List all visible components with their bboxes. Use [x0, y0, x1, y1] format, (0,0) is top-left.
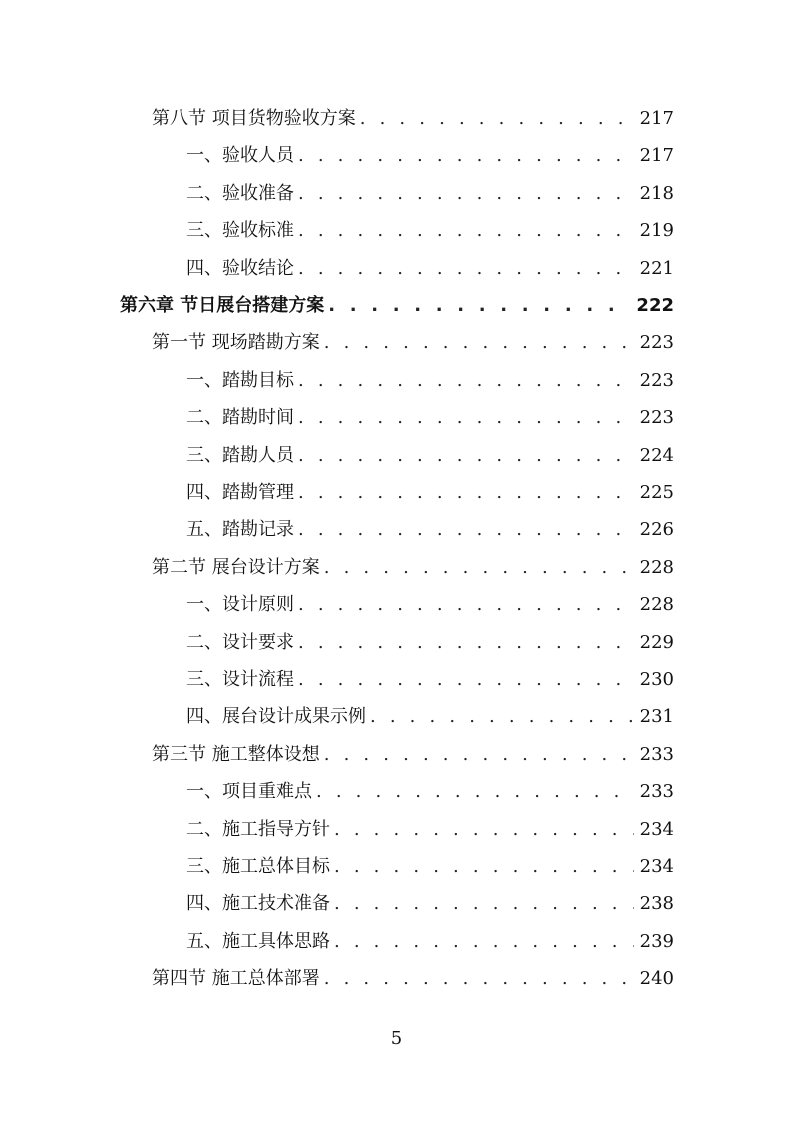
toc-dot-leader — [298, 590, 634, 620]
toc-dot-leader — [298, 403, 634, 433]
toc-dot-leader — [324, 740, 634, 770]
toc-entry[interactable] — [186, 665, 674, 695]
toc-entry-label: 三、验收标准 — [186, 220, 294, 242]
toc-entry-page: 240 — [639, 968, 674, 990]
toc-entry-page: 233 — [639, 743, 674, 765]
toc-entry-page: 234 — [639, 818, 674, 840]
toc-entry-page: 228 — [639, 556, 674, 578]
toc-entry-page: 226 — [639, 519, 674, 541]
toc-entry[interactable] — [186, 852, 674, 882]
toc-entry-label: 三、设计流程 — [186, 669, 294, 690]
toc-entry[interactable] — [186, 478, 674, 508]
toc-entry[interactable] — [186, 216, 674, 246]
toc-entry[interactable] — [186, 179, 674, 209]
toc-entry-page: 224 — [639, 444, 674, 466]
toc-entry-page: 223 — [639, 369, 674, 391]
toc-entry[interactable] — [186, 815, 674, 845]
toc-entry[interactable] — [186, 927, 674, 957]
toc-dot-leader — [298, 665, 634, 695]
toc-entry[interactable] — [186, 366, 674, 396]
toc-entry-label: 四、展台设计成果示例 — [186, 706, 366, 728]
toc-dot-leader — [298, 628, 634, 658]
toc-entry-label: 四、踏勘管理 — [186, 482, 294, 503]
toc-entry[interactable] — [186, 403, 674, 433]
toc-entry-label: 第一节 现场踏勘方案 — [152, 332, 320, 354]
toc-entry[interactable] — [152, 328, 674, 358]
toc-entry-label: 第四节 施工总体部署 — [152, 968, 320, 990]
toc-dot-leader — [298, 478, 634, 508]
toc-entry[interactable] — [152, 104, 674, 134]
toc-entry[interactable] — [120, 291, 674, 321]
toc-dot-leader — [370, 702, 634, 732]
toc-dot-leader — [324, 328, 634, 358]
toc-entry[interactable] — [186, 254, 674, 284]
toc-entry[interactable] — [186, 515, 674, 545]
toc-entry-label: 三、施工总体目标 — [186, 856, 330, 877]
toc-entry-label: 第六章 节日展台搭建方案 — [120, 295, 325, 316]
toc-entry-label: 五、施工具体思路 — [186, 930, 330, 952]
toc-dot-leader — [298, 179, 634, 209]
toc-entry-label: 二、设计要求 — [186, 631, 294, 653]
toc-dot-leader — [298, 141, 634, 171]
toc-entry-page: 217 — [639, 108, 674, 129]
toc-entry-page: 234 — [639, 856, 674, 877]
toc-dot-leader — [328, 291, 630, 321]
toc-dot-leader — [298, 515, 634, 545]
toc-dot-leader — [324, 964, 634, 994]
toc-entry-label: 二、施工指导方针 — [186, 818, 330, 840]
toc-entry-page: 223 — [639, 407, 674, 429]
toc-entry-page: 225 — [639, 482, 674, 503]
toc-dot-leader — [360, 104, 634, 134]
toc-entry[interactable] — [186, 702, 674, 732]
toc-dot-leader — [298, 216, 634, 246]
toc-entry-label: 三、踏勘人员 — [186, 444, 294, 466]
toc-entry-page: 228 — [639, 594, 674, 616]
toc-entry[interactable] — [152, 964, 674, 994]
toc-entry-page: 222 — [636, 295, 674, 316]
toc-entry-label: 一、验收人员 — [186, 145, 294, 167]
toc-entry-page: 221 — [639, 257, 674, 279]
toc-entry-label: 二、验收准备 — [186, 182, 294, 204]
toc-dot-leader — [298, 366, 634, 396]
toc-entry[interactable] — [186, 141, 674, 171]
toc-entry-label: 第二节 展台设计方案 — [152, 556, 320, 578]
toc-dot-leader — [334, 852, 634, 882]
toc-entry[interactable] — [152, 740, 674, 770]
toc-dot-leader — [298, 254, 634, 284]
toc-entry-page: 231 — [639, 706, 674, 728]
toc-entry-page: 233 — [639, 781, 674, 803]
toc-entry[interactable] — [152, 553, 674, 583]
toc-entry-label: 一、项目重难点 — [186, 781, 312, 803]
toc-entry-page: 229 — [639, 631, 674, 653]
toc-entry[interactable] — [186, 441, 674, 471]
toc-dot-leader — [316, 777, 634, 807]
toc-entry-label: 二、踏勘时间 — [186, 407, 294, 429]
toc-entry-page: 217 — [639, 145, 674, 167]
toc-entry[interactable] — [186, 777, 674, 807]
toc-entry[interactable] — [186, 889, 674, 919]
toc-entry-label: 五、踏勘记录 — [186, 519, 294, 541]
toc-entry-label: 一、踏勘目标 — [186, 369, 294, 391]
toc-entry-page: 223 — [639, 332, 674, 354]
toc-entry[interactable] — [186, 590, 674, 620]
toc-entry-page: 219 — [639, 220, 674, 242]
toc-dot-leader — [324, 553, 634, 583]
toc-dot-leader — [334, 889, 634, 919]
toc-entry-label: 一、设计原则 — [186, 594, 294, 616]
toc-entry-label: 四、验收结论 — [186, 257, 294, 279]
toc-dot-leader — [334, 927, 634, 957]
toc-entry-label: 四、施工技术准备 — [186, 893, 330, 915]
toc-dot-leader — [298, 441, 634, 471]
toc-entry[interactable] — [186, 628, 674, 658]
toc-dot-leader — [334, 815, 634, 845]
toc-entry-page: 238 — [639, 893, 674, 915]
page-number: 5 — [390, 1028, 403, 1049]
toc-entry-page: 218 — [639, 182, 674, 204]
toc-entry-page: 239 — [639, 930, 674, 952]
toc-entry-label: 第八节 项目货物验收方案 — [152, 108, 356, 129]
toc-entry-label: 第三节 施工整体设想 — [152, 743, 320, 765]
toc-entry-page: 230 — [639, 669, 674, 690]
